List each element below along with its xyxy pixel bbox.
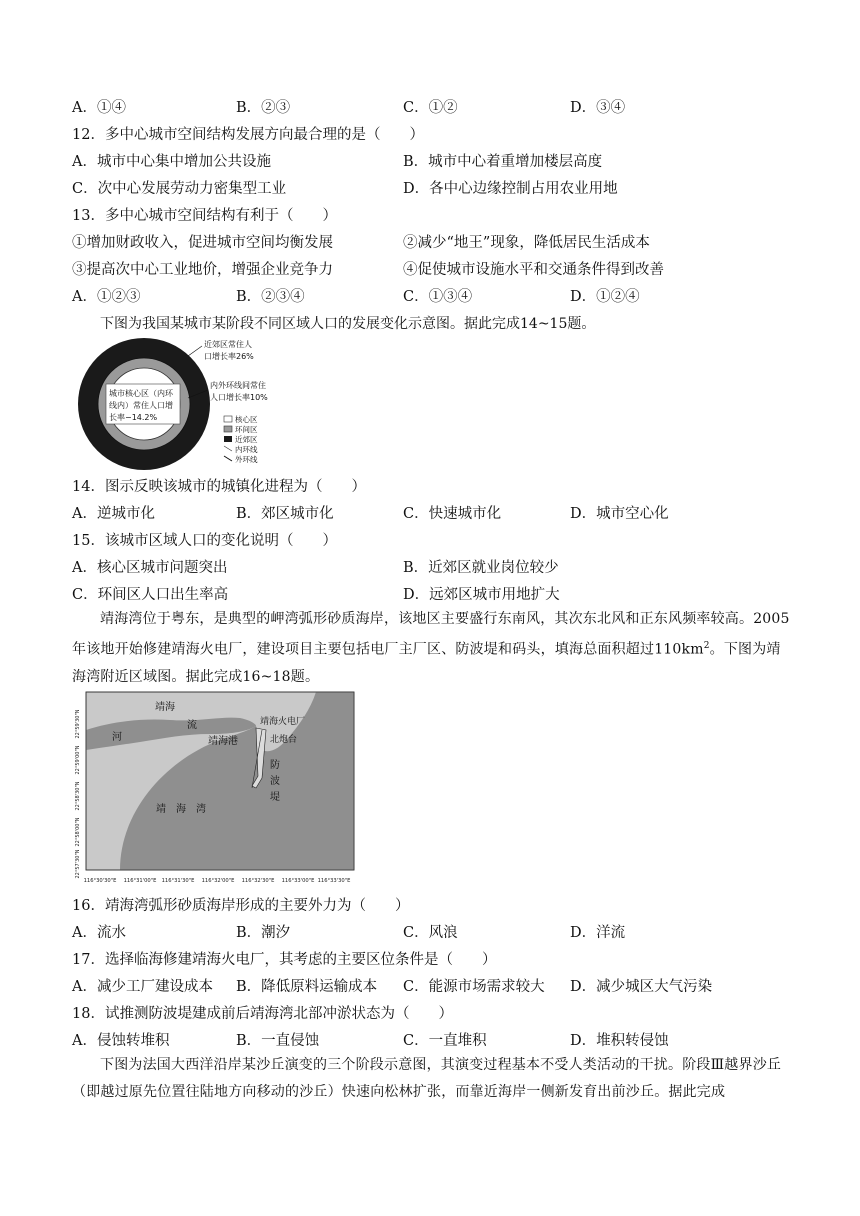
q12-option-a: A．城市中心集中增加公共设施 bbox=[72, 154, 271, 170]
lon-tick-1: 116°30'30"E bbox=[83, 878, 117, 884]
label-river-2: 流 bbox=[187, 720, 197, 731]
q18-option-a: A．侵蚀转堆积 bbox=[72, 1033, 170, 1049]
lon-tick-6: 116°33'00"E bbox=[281, 878, 315, 884]
q12-option-b: B．城市中心着重增加楼层高度 bbox=[403, 154, 603, 170]
legend-suburb-swatch bbox=[224, 436, 232, 442]
q13-option-d: D．①②④ bbox=[570, 289, 640, 305]
q14-option-c: C．快速城市化 bbox=[403, 506, 502, 522]
q16-stem: 16．靖海湾弧形砂质海岸形成的主要外力为（ ） bbox=[72, 898, 410, 914]
q13-item-4: ④促使城市设施水平和交通条件得到改善 bbox=[403, 262, 664, 278]
label-river-1: 河 bbox=[112, 732, 122, 743]
q17-option-a: A．减少工厂建设成本 bbox=[72, 979, 213, 995]
q14-option-b: B．郊区城市化 bbox=[236, 506, 334, 522]
intro-16-18: 靖海湾位于粤东，是典型的岬湾弧形砂质海岸，该地区主要盛行东南风，其次东北风和正东风频率较高。2005年该地开始修建靖海火电厂，建设项目主要包括电厂主厂区、防波堤和码头，填海总面积超过$110km^2$。下图为靖海湾附近区域图。据此完成16~18题。 bbox=[72, 611, 790, 685]
lon-tick-2: 116°31'00"E bbox=[123, 878, 157, 884]
core-label-line-2: 线内）常住人口增 bbox=[109, 401, 173, 410]
lon-tick-5: 116°32'30"E bbox=[241, 878, 275, 884]
label-port: 靖海港 bbox=[208, 736, 238, 747]
intro-19: 下图为法国大西洋沿岸某沙丘演变的三个阶段示意图，其演变过程基本不受人类活动的干扰。阶段Ⅲ越界沙丘（即越过原先位置往陆地方向移动的沙丘）快速向松林扩张，而靠近海岸一侧新发育出前沙丘。据此完成 bbox=[72, 1057, 782, 1100]
q11-option-b: B．②③ bbox=[236, 100, 291, 116]
legend-core-swatch bbox=[224, 416, 232, 422]
q14-stem: 14．图示反映该城市的城镇化进程为（ ） bbox=[72, 479, 366, 495]
q13-item-2: ②减少“地王”现象，降低居民生活成本 bbox=[403, 235, 650, 251]
q13-item-3: ③提高次中心工业地价，增强企业竞争力 bbox=[72, 262, 333, 278]
label-power-plant: 靖海火电厂 bbox=[260, 717, 306, 727]
q17-option-c: C．能源市场需求较大 bbox=[403, 979, 545, 995]
q11-option-c: C．①② bbox=[403, 100, 458, 116]
lat-tick-2: 22°59'00"N bbox=[75, 745, 81, 775]
lat-tick-5: 22°57'30"N bbox=[75, 849, 81, 879]
q12-stem: 12．多中心城市空间结构发展方向最合理的是（ ） bbox=[72, 127, 424, 143]
legend-core: 核心区 bbox=[235, 415, 258, 424]
label-breakwater-3: 堤 bbox=[270, 792, 280, 803]
lon-tick-7: 116°33'30"E bbox=[317, 878, 351, 884]
legend-suburb: 近郊区 bbox=[235, 435, 258, 444]
q16-option-c: C．风浪 bbox=[403, 925, 458, 941]
q15-option-c: C．环间区人口出生率高 bbox=[72, 587, 229, 603]
q17-stem: 17．选择临海修建靖海火电厂，其考虑的主要区位条件是（ ） bbox=[72, 952, 497, 968]
label-breakwater-2: 波 bbox=[270, 776, 280, 787]
middle-label-line-1: 内外环线间常住 bbox=[210, 381, 266, 390]
legend-outer-line: 外环线 bbox=[235, 455, 258, 464]
q18-option-c: C．一直堆积 bbox=[403, 1033, 487, 1049]
q13-option-a: A．①②③ bbox=[72, 289, 141, 305]
q14-option-a: A．逆城市化 bbox=[72, 506, 155, 522]
q18-stem: 18．试推测防波堤建成前后靖海湾北部冲淤状态为（ ） bbox=[72, 1006, 453, 1022]
label-jinghai: 靖海 bbox=[155, 702, 175, 713]
jinghai-bay-map bbox=[70, 688, 360, 888]
q13-option-b: B．②③④ bbox=[236, 289, 305, 305]
q16-option-b: B．潮汐 bbox=[236, 925, 291, 941]
intro-14-15: 下图为我国某城市某阶段不同区域人口的发展变化示意图。据此完成14~15题。 bbox=[100, 316, 596, 332]
q15-option-d: D．远郊区城市用地扩大 bbox=[403, 587, 560, 603]
q14-option-d: D．城市空心化 bbox=[570, 506, 669, 522]
lat-tick-1: 22°59'30"N bbox=[75, 709, 81, 739]
q18-option-d: D．堆积转侵蚀 bbox=[570, 1033, 669, 1049]
label-bay: 靖 海 湾 bbox=[156, 804, 206, 815]
core-label-line-1: 城市核心区（内环 bbox=[109, 389, 173, 398]
q13-item-1: ①增加财政收入，促进城市空间均衡发展 bbox=[72, 235, 333, 251]
q18-option-b: B．一直侵蚀 bbox=[236, 1033, 320, 1049]
q15-option-a: A．核心区城市问题突出 bbox=[72, 560, 228, 576]
label-battery: 北炮台 bbox=[270, 735, 298, 745]
lon-tick-4: 116°32'00"E bbox=[201, 878, 235, 884]
legend-inner-line-symbol bbox=[224, 446, 232, 451]
lat-tick-4: 22°58'00"N bbox=[75, 817, 81, 847]
q13-option-c: C．①③④ bbox=[403, 289, 473, 305]
q13-stem: 13．多中心城市空间结构有利于（ ） bbox=[72, 208, 337, 224]
q17-option-b: B．降低原料运输成本 bbox=[236, 979, 378, 995]
q12-option-d: D．各中心边缘控制占用农业用地 bbox=[403, 181, 618, 197]
label-breakwater-1: 防 bbox=[270, 760, 280, 771]
q11-option-a: A．①④ bbox=[72, 100, 126, 116]
q16-option-a: A．流水 bbox=[72, 925, 126, 941]
legend-outer-line-symbol bbox=[224, 456, 232, 461]
ring-figure bbox=[70, 336, 330, 472]
q12-option-c: C．次中心发展劳动力密集型工业 bbox=[72, 181, 287, 197]
q15-stem: 15．该城市区域人口的变化说明（ ） bbox=[72, 533, 337, 549]
middle-label-line-2: 人口增长率10% bbox=[210, 393, 268, 402]
q11-option-d: D．③④ bbox=[570, 100, 626, 116]
lon-tick-3: 116°31'30"E bbox=[161, 878, 195, 884]
legend-between-swatch bbox=[224, 426, 232, 432]
q17-option-d: D．减少城区大气污染 bbox=[570, 979, 713, 995]
q15-option-b: B．近郊区就业岗位较少 bbox=[403, 560, 559, 576]
outer-label-line-1: 近郊区常住人 bbox=[204, 340, 252, 349]
legend-between: 环间区 bbox=[235, 425, 258, 434]
outer-label-line-2: 口增长率26% bbox=[204, 352, 254, 361]
core-label-line-3: 长率−14.2% bbox=[109, 413, 158, 422]
lat-tick-3: 22°58'30"N bbox=[75, 781, 81, 811]
legend-inner-line: 内环线 bbox=[235, 445, 258, 454]
q16-option-d: D．洋流 bbox=[570, 925, 626, 941]
